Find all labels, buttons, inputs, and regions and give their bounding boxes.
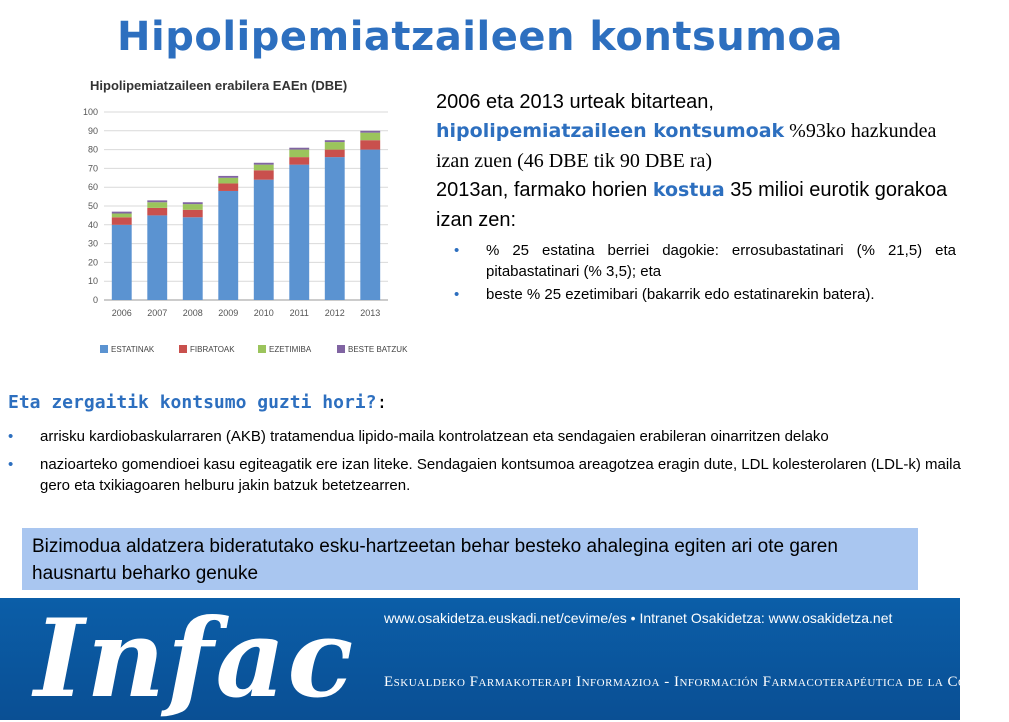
legend-label: FIBRATOAK [190,345,235,354]
bar-beste-batzuk-2008 [183,202,203,204]
x-tick-label: 2006 [111,308,132,318]
bar-ezetimiba-2013 [360,133,380,141]
legend-label: EZETIMIBA [269,345,312,354]
intro-part1: 2006 eta 2013 urteak bitartean, [436,91,714,113]
intro-highlight-cost: kostua [652,179,725,202]
y-tick-label: 50 [87,201,98,211]
x-tick-label: 2013 [360,308,381,318]
bar-ezetimiba-2009 [218,178,238,184]
intro-paragraph-1 [436,88,956,176]
legend-swatch-ezetimiba [258,345,266,353]
footer-banner [0,596,1009,722]
legend-swatch-beste-batzuk [337,345,345,353]
bar-ezetimiba-2008 [183,204,203,210]
list-item: • beste % 25 ezetimibari (bakarrik edo estatinarekin batera). [486,285,956,306]
bar-fibratoak-2012 [325,150,345,158]
bar-estatinak-2010 [254,180,274,300]
y-tick-label: 10 [87,276,98,287]
bar-fibratoak-2010 [254,170,274,179]
stacked-bar-chart [78,70,408,366]
bar-estatinak-2009 [218,191,238,300]
conclusion-callout: Bizimodua aldatzera bideratutako esku-hartzeetan behar besteko ahalegina egiten ari ote garen hausnartu beharko genuke [22,528,918,590]
x-tick-label: 2010 [253,308,274,318]
intro-paragraph-2 [436,176,956,235]
usage-chart [78,70,408,366]
footer-tagline: Eskualdeko Farmakoterapi Informazioa - Información Farmacoterapéutica de la Comarca [384,674,1009,690]
x-tick-label: 2007 [147,308,168,318]
bar-estatinak-2008 [183,217,203,300]
bar-fibratoak-2007 [147,208,167,216]
y-tick-label: 20 [87,257,98,268]
intro-part3: 2013an, farmako horien [436,179,653,202]
bar-estatinak-2012 [325,157,345,300]
x-tick-label: 2008 [182,308,203,318]
bar-beste-batzuk-2010 [254,163,274,165]
bar-estatinak-2013 [360,150,380,300]
intro-part4: 35 milioi eurotik gorakoa izan zen: [436,179,948,231]
bar-fibratoak-2008 [183,210,203,218]
bar-fibratoak-2006 [112,217,132,225]
list-item: • nazioarteko gomendioei kasu egiteagatik ere izan liteke. Sendagaien kontsumoa areagotzea eragin dute, LDL kolesterolaren (LDL-k) maila gero eta txikiagoaren helburu jakin batzuk betetzearren. [40,454,980,496]
legend-swatch-fibratoak [179,345,187,353]
y-tick-label: 100 [82,107,98,117]
bar-fibratoak-2011 [289,157,309,165]
y-tick-label: 0 [92,295,98,305]
y-tick-label: 60 [87,182,98,193]
bar-beste-batzuk-2009 [218,176,238,178]
footer-links[interactable]: www.osakidetza.euskadi.net/cevime/es • Intranet Osakidetza: www.osakidetza.net [384,610,893,626]
bar-ezetimiba-2011 [289,150,309,158]
y-tick-label: 80 [87,144,98,155]
bar-ezetimiba-2007 [147,202,167,208]
bar-beste-batzuk-2006 [112,212,132,214]
y-tick-label: 40 [87,219,98,230]
bar-ezetimiba-2012 [325,142,345,150]
question-colon: : [376,392,388,413]
list-item: • arrisku kardiobaskularraren (AKB) tratamendua lipido-maila kontrolatzean eta sendagaien erabileran oinarritzen delako [40,426,980,447]
chart-title: Hipolipemiatzaileen erabilera EAEn (DBE) [90,78,348,93]
legend-label: ESTATINAK [111,345,155,354]
bar-fibratoak-2009 [218,183,238,191]
list-item: • % 25 estatina berriei dagokie: errosubastatinari (% 21,5) eta pitabastatinari (% 3,5); eta [486,241,956,282]
section-question [8,392,948,413]
y-tick-label: 70 [87,163,98,174]
page-title: Hipolipemiatzaileen kontsumoa [117,14,843,60]
bar-ezetimiba-2010 [254,165,274,171]
legend-swatch-estatinak [100,345,108,353]
x-tick-label: 2011 [289,308,309,318]
question-text: Eta zergaitik kontsumo guzti hori? [8,392,377,413]
bar-fibratoak-2013 [360,140,380,149]
bar-estatinak-2007 [147,215,167,300]
bar-estatinak-2006 [112,225,132,300]
y-tick-label: 30 [87,238,98,249]
intro-highlight-consumption: hipolipemiatzaileen kontsumoak [436,120,785,143]
x-tick-label: 2009 [218,308,239,318]
legend-label: BESTE BATZUK [348,345,408,354]
bar-beste-batzuk-2013 [360,131,380,133]
bar-ezetimiba-2006 [112,214,132,218]
bar-estatinak-2011 [289,165,309,300]
bar-beste-batzuk-2012 [325,140,345,142]
intro-part2: %93ko hazkundea izan zuen (46 DBE tik 90 DBE ra) [436,120,937,172]
reasons-list [8,426,980,503]
infac-logo: Infac [34,596,356,722]
intro-text [436,88,956,309]
x-tick-label: 2012 [324,308,345,318]
bar-beste-batzuk-2011 [289,148,309,150]
y-tick-label: 90 [87,125,98,136]
cost-breakdown-list [436,241,956,306]
bar-beste-batzuk-2007 [147,200,167,202]
